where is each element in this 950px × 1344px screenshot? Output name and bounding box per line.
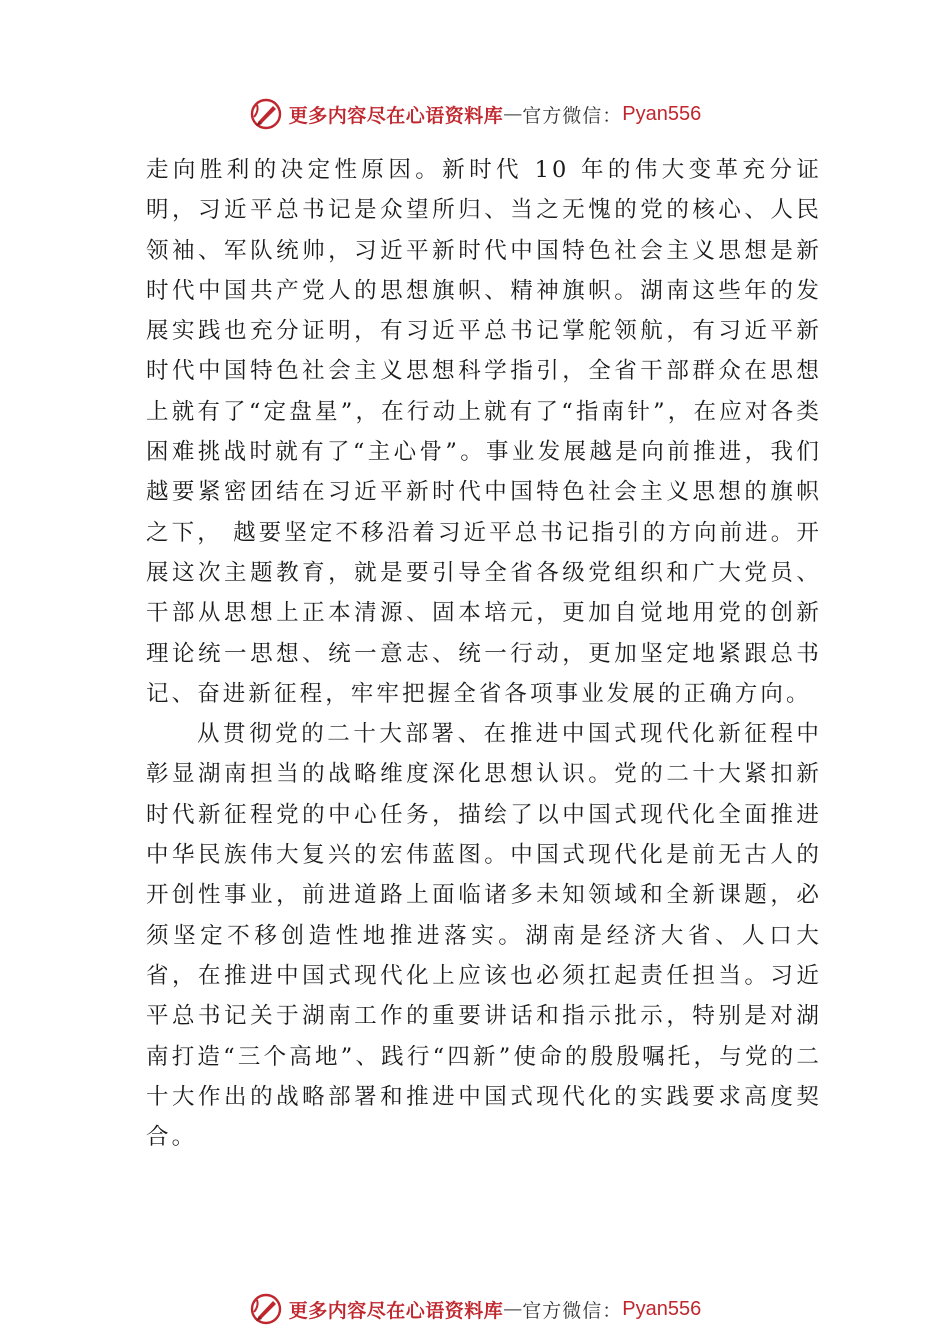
red-ink-pen-logo-icon (249, 97, 283, 131)
banner-official-label: 官方微信： (522, 104, 623, 127)
banner-separator: — (503, 103, 523, 125)
banner-wechat-id: Pyan556 (622, 1297, 702, 1320)
footer-banner (0, 1287, 950, 1331)
header-banner (0, 92, 950, 136)
banner-separator: — (503, 1298, 523, 1320)
body-paragraph-2: 从贯彻党的二十大部署、在推进中国式现代化新征程中彰显湖南担当的战略维度深化思想认识。党的二十大紧扣新时代新征程党的中心任务，描绘了以中国式现代化全面推进中华民族伟大复兴的宏伟蓝图。中国式现代化是前无古人的开创性事业，前进道路上面临诸多未知领域和全新课题，必须坚定不移创造性地推进落实。湖南是经济大省、人口大省，在推进中国式现代化上应该也必须扛起责任担当。习近平总书记关于湖南工作的重要讲话和指示批示，特别是对湖南打造“三个高地”、践行“四新”使命的殷殷嘱托，与党的二十大作出的战略部署和推进中国式现代化的实践要求高度契合。 (146, 721, 822, 1151)
banner-brand-text: 更多内容尽在心语资料库 (288, 1299, 504, 1322)
document-body (146, 150, 822, 1157)
body-paragraph-1: 走向胜利的决定性原因。新时代 10 年的伟大变革充分证明，习近平总书记是众望所归、当之无愧的党的核心、人民领袖、军队统帅，习近平新时代中国特色社会主义思想是新时代中国共产党人的思想旗帜、精神旗帜。湖南这些年的发展实践也充分证明，有习近平总书记掌舵领航，有习近平新时代中国特色社会主义思想科学指引，全省干部群众在思想上就有了“定盘星”，在行动上就有了“指南针”，在应对各类困难挑战时就有了“主心骨”。事业发展越是向前推进，我们越要紧密团结在习近平新时代中国特色社会主义思想的旗帜之下， 越要坚定不移沿着习近平总书记指引的方向前进。开展这次主题教育，就是要引导全省各级党组织和广大党员、干部从思想上正本清源、固本培元，更加自觉地用党的创新理论统一思想、统一意志、统一行动，更加坚定地紧跟总书记、奋进新征程，牢牢把握全省各项事业发展的正确方向。 (146, 157, 822, 707)
banner-wechat-id: Pyan556 (622, 102, 702, 125)
banner-brand-text: 更多内容尽在心语资料库 (288, 104, 504, 127)
red-ink-pen-logo-icon (249, 1292, 283, 1326)
banner-official-label: 官方微信： (522, 1299, 623, 1322)
